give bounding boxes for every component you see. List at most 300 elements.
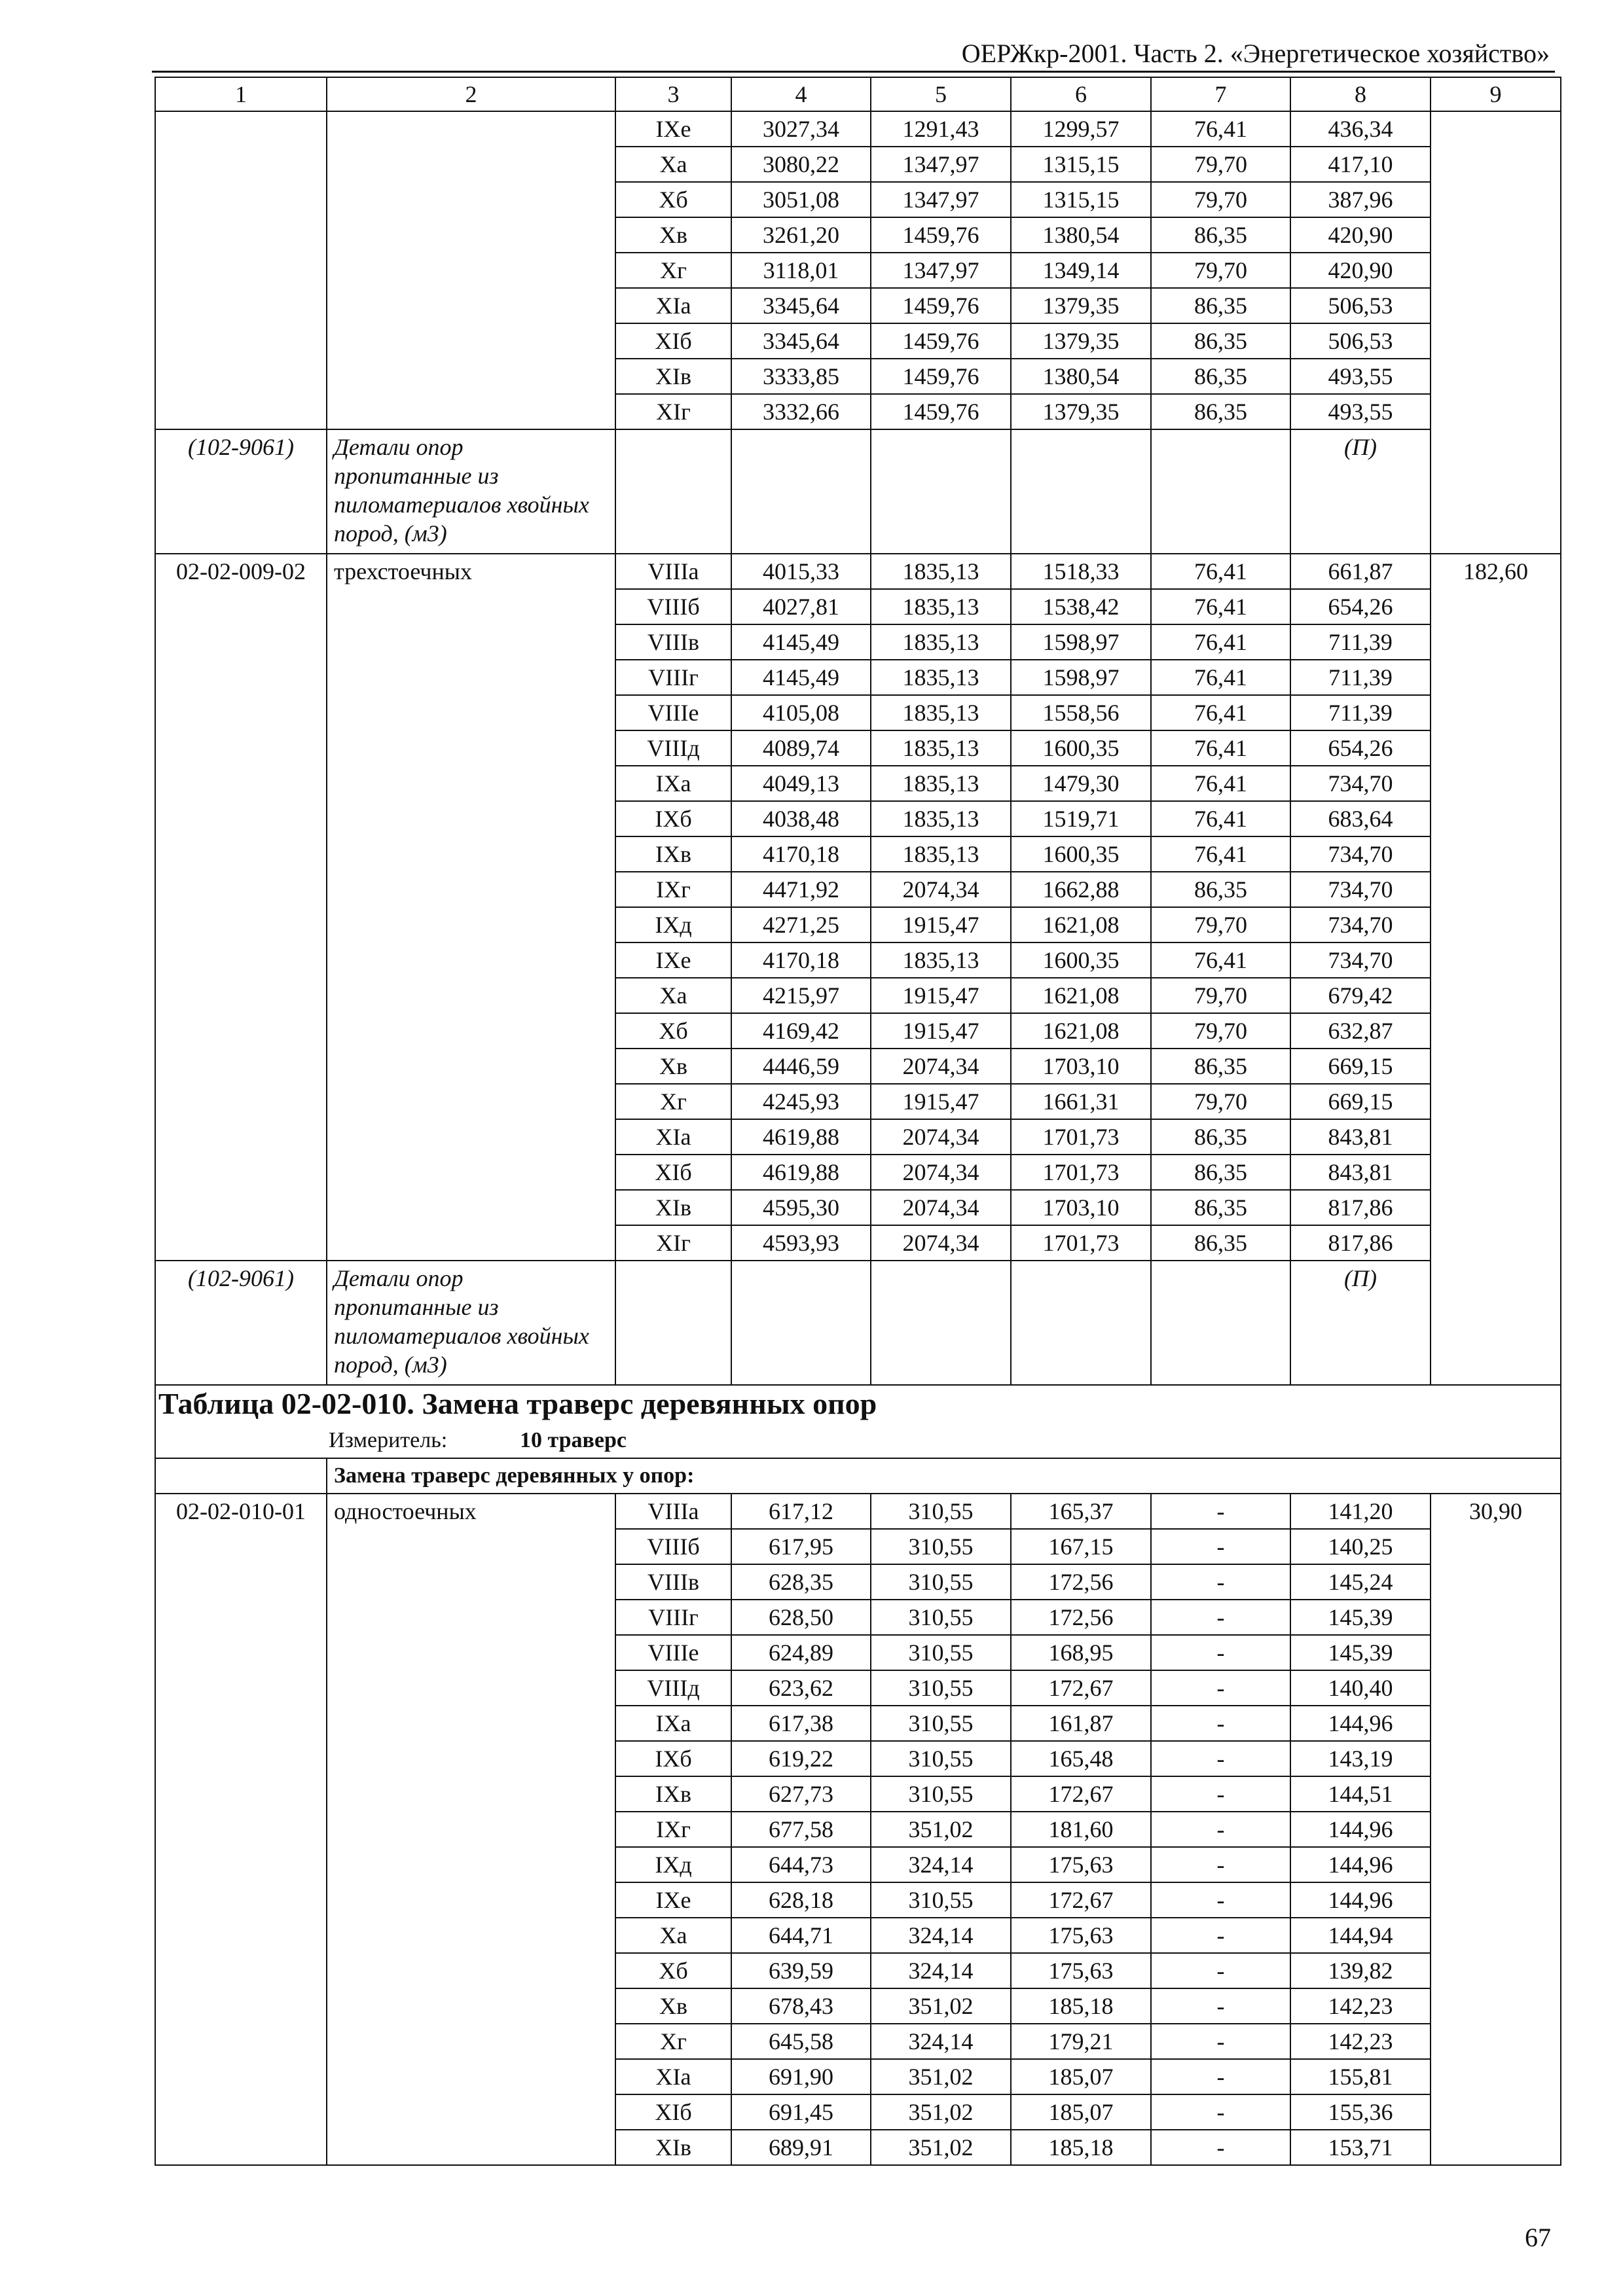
cell-col-3: VIIIа: [615, 554, 731, 589]
cell-col-7: -: [1151, 1741, 1290, 1776]
cell-col-8: 843,81: [1290, 1155, 1431, 1190]
cell-col-5: 2074,34: [871, 1190, 1011, 1225]
resource-code: (102-9061): [155, 429, 327, 554]
cell-col-4: 4170,18: [731, 836, 871, 872]
cell-col-3: Xв: [615, 217, 731, 253]
cell-col-1: [155, 1458, 327, 1494]
cell-col-5: 310,55: [871, 1600, 1011, 1635]
cell-col-8: 734,70: [1290, 872, 1431, 907]
cell-col-7: 79,70: [1151, 978, 1290, 1013]
cell-col-7: -: [1151, 1564, 1290, 1600]
cell-col-6: 1600,35: [1011, 942, 1151, 978]
cell-col-8: 843,81: [1290, 1119, 1431, 1155]
cell-col-3: XIв: [615, 2130, 731, 2165]
cell-col-8: 654,26: [1290, 730, 1431, 766]
cell-col-6: 167,15: [1011, 1529, 1151, 1564]
cell-col-5: 1915,47: [871, 1013, 1011, 1049]
price-table: [155, 77, 1561, 2166]
cell-col-7: -: [1151, 1812, 1290, 1847]
cell-col-6: 1380,54: [1011, 217, 1151, 253]
cell-col-5: 1835,13: [871, 730, 1011, 766]
cell-col-7: 76,41: [1151, 589, 1290, 624]
cell-col-6: 1315,15: [1011, 182, 1151, 217]
column-number: 6: [1011, 77, 1151, 111]
cell-col-5: 1835,13: [871, 801, 1011, 836]
cell-col-3: IXг: [615, 1812, 731, 1847]
cell-col-6: 1379,35: [1011, 323, 1151, 359]
name-cell-continued: [327, 111, 615, 429]
cell-col-8: 417,10: [1290, 147, 1431, 182]
cell-col-5: 1835,13: [871, 589, 1011, 624]
cell-col-6: 185,18: [1011, 2130, 1151, 2165]
cell-col-8: 669,15: [1290, 1049, 1431, 1084]
cell-col-7: 76,41: [1151, 801, 1290, 836]
cell-col-7: 86,35: [1151, 288, 1290, 323]
cell-col-6: 1518,33: [1011, 554, 1151, 589]
cell-col-4: 3345,64: [731, 323, 871, 359]
cell-col-8: 669,15: [1290, 1084, 1431, 1119]
cell-col-4: 4619,88: [731, 1119, 871, 1155]
cell-col-7: 79,70: [1151, 147, 1290, 182]
cell-col-5: 310,55: [871, 1635, 1011, 1670]
cell-col-3: IXд: [615, 1847, 731, 1882]
cell-col-6: 185,18: [1011, 1988, 1151, 2024]
cell-col-3: Xб: [615, 1953, 731, 1988]
cell-col-3: IXе: [615, 942, 731, 978]
cell-col-3: [615, 1261, 731, 1385]
cell-col-5: 1835,13: [871, 660, 1011, 695]
column-number: 7: [1151, 77, 1290, 111]
cell-col-6: 175,63: [1011, 1918, 1151, 1953]
cell-col-5: 1459,76: [871, 359, 1011, 394]
cell-col-6: 1621,08: [1011, 978, 1151, 1013]
cell-col-4: 628,18: [731, 1882, 871, 1918]
cell-col-3: Xб: [615, 1013, 731, 1049]
cell-col-9: 182,60: [1431, 554, 1561, 1385]
resource-description-line: пород, (м3): [334, 1352, 447, 1378]
cell-col-3: Xа: [615, 1918, 731, 1953]
item-name: одностоечных: [327, 1494, 615, 2165]
cell-col-8: 141,20: [1290, 1494, 1431, 1529]
cell-col-7: -: [1151, 1529, 1290, 1564]
resource-description: [327, 429, 615, 554]
cell-col-7: -: [1151, 1953, 1290, 1988]
cell-col-4: 644,73: [731, 1847, 871, 1882]
cell-col-4: 3051,08: [731, 182, 871, 217]
cell-col-8: 493,55: [1290, 359, 1431, 394]
cell-col-7: 76,41: [1151, 695, 1290, 730]
cell-col-7: 76,41: [1151, 111, 1290, 147]
cell-col-4: 3345,64: [731, 288, 871, 323]
cell-col-4: 4245,93: [731, 1084, 871, 1119]
cell-col-5: 324,14: [871, 2024, 1011, 2059]
column-number: 5: [871, 77, 1011, 111]
cell-col-6: 1701,73: [1011, 1225, 1151, 1261]
cell-col-8: 734,70: [1290, 907, 1431, 942]
cell-col-6: 175,63: [1011, 1953, 1151, 1988]
cell-col-4: 4169,42: [731, 1013, 871, 1049]
cell-col-7: 86,35: [1151, 1155, 1290, 1190]
code-cell-continued: [155, 111, 327, 429]
cell-col-5: 2074,34: [871, 1225, 1011, 1261]
cell-col-4: 619,22: [731, 1741, 871, 1776]
cell-col-7: 79,70: [1151, 253, 1290, 288]
resource-description-line: пород, (м3): [334, 520, 447, 547]
cell-col-4: 645,58: [731, 2024, 871, 2059]
cell-col-6: 172,56: [1011, 1600, 1151, 1635]
cell-col-6: 1701,73: [1011, 1155, 1151, 1190]
cell-col-3: XIб: [615, 323, 731, 359]
cell-col-3: IXб: [615, 801, 731, 836]
cell-col-7: [1151, 1261, 1290, 1385]
cell-col-4: 4049,13: [731, 766, 871, 801]
cell-col-5: 351,02: [871, 1988, 1011, 2024]
cell-col-5: 310,55: [871, 1776, 1011, 1812]
cell-col-4: 4038,48: [731, 801, 871, 836]
cell-col-8: 711,39: [1290, 695, 1431, 730]
cell-col-7: 86,35: [1151, 1225, 1290, 1261]
cell-col-3: IXе: [615, 111, 731, 147]
cell-col-4: 4145,49: [731, 624, 871, 660]
cell-col-6: 1349,14: [1011, 253, 1151, 288]
cell-col-7: 86,35: [1151, 359, 1290, 394]
cell-col-8: 144,96: [1290, 1706, 1431, 1741]
subheading: Замена траверс деревянных у опор:: [327, 1458, 1561, 1494]
cell-col-5: 1915,47: [871, 907, 1011, 942]
table-title: Таблица 02-02-010. Замена траверс деревянных опор: [155, 1385, 1561, 1422]
cell-col-7: 79,70: [1151, 1084, 1290, 1119]
cell-col-6: 172,67: [1011, 1670, 1151, 1706]
cell-col-7: 86,35: [1151, 872, 1290, 907]
cell-col-7: 76,41: [1151, 624, 1290, 660]
cell-col-8: 817,86: [1290, 1225, 1431, 1261]
cell-col-4: 623,62: [731, 1670, 871, 1706]
table-row: [155, 554, 1561, 589]
cell-col-8: 144,96: [1290, 1812, 1431, 1847]
page-number: 67: [1525, 2223, 1551, 2252]
cell-col-4: 678,43: [731, 1988, 871, 2024]
cell-col-5: 351,02: [871, 2094, 1011, 2130]
cell-col-3: VIIIе: [615, 695, 731, 730]
cell-col-3: IXб: [615, 1741, 731, 1776]
item-name: трехстоечных: [327, 554, 615, 1261]
cell-col-3: Xг: [615, 253, 731, 288]
subheading-row: [155, 1458, 1561, 1494]
cell-col-7: -: [1151, 1706, 1290, 1741]
cell-col-4: 4271,25: [731, 907, 871, 942]
cell-col-6: 185,07: [1011, 2094, 1151, 2130]
cell-col-5: 1835,13: [871, 836, 1011, 872]
resource-description-line: Детали опор: [334, 1265, 464, 1291]
cell-col-3: VIIIг: [615, 1600, 731, 1635]
column-number: 8: [1290, 77, 1431, 111]
cell-col-5: 1347,97: [871, 182, 1011, 217]
resource-description-line: пропитанные из: [334, 1294, 499, 1320]
cell-col-6: 1479,30: [1011, 766, 1151, 801]
cell-col-5: 1459,76: [871, 323, 1011, 359]
cell-col-3: Xб: [615, 182, 731, 217]
item-code: 02-02-010-01: [155, 1494, 327, 2165]
cell-col-7: -: [1151, 1670, 1290, 1706]
cell-col-4: 4015,33: [731, 554, 871, 589]
cell-col-3: IXе: [615, 1882, 731, 1918]
cell-col-6: [1011, 1261, 1151, 1385]
cell-col-8: 143,19: [1290, 1741, 1431, 1776]
cell-col-6: 179,21: [1011, 2024, 1151, 2059]
cell-col-6: 181,60: [1011, 1812, 1151, 1847]
cell-col-7: -: [1151, 1776, 1290, 1812]
cell-col-4: [731, 429, 871, 554]
cell-col-8: 734,70: [1290, 836, 1431, 872]
cell-col-8: 436,34: [1290, 111, 1431, 147]
cell-col-5: 351,02: [871, 2059, 1011, 2094]
cell-col-4: 644,71: [731, 1918, 871, 1953]
cell-col-3: VIIIе: [615, 1635, 731, 1670]
cell-col-5: 310,55: [871, 1882, 1011, 1918]
cell-col-8: 142,23: [1290, 1988, 1431, 2024]
cell-col-7: -: [1151, 2059, 1290, 2094]
cell-col-7: 86,35: [1151, 1049, 1290, 1084]
cell-col-5: [871, 1261, 1011, 1385]
running-header: ОЕРЖкр-2001. Часть 2. «Энергетическое хозяйство»: [961, 39, 1550, 68]
cell-col-6: 1558,56: [1011, 695, 1151, 730]
cell-col-4: 628,35: [731, 1564, 871, 1600]
cell-col-5: 1291,43: [871, 111, 1011, 147]
meter-row: [155, 1422, 1561, 1458]
cell-col-6: 1600,35: [1011, 836, 1151, 872]
cell-col-7: 76,41: [1151, 766, 1290, 801]
cell-col-3: VIIIд: [615, 730, 731, 766]
cell-col-5: 310,55: [871, 1741, 1011, 1776]
cell-col-6: 185,07: [1011, 2059, 1151, 2094]
cell-col-5: 1835,13: [871, 942, 1011, 978]
cell-col-4: [731, 1261, 871, 1385]
resource-description: [327, 1261, 615, 1385]
cell-col-8: 654,26: [1290, 589, 1431, 624]
cell-col-4: 4089,74: [731, 730, 871, 766]
cell-col-3: IXа: [615, 1706, 731, 1741]
cell-col-7: 76,41: [1151, 730, 1290, 766]
cell-col-4: 4619,88: [731, 1155, 871, 1190]
cell-col-6: 172,67: [1011, 1882, 1151, 1918]
cell-col-5: 2074,34: [871, 1155, 1011, 1190]
cell-col-8: 420,90: [1290, 217, 1431, 253]
cell-col-8: 711,39: [1290, 624, 1431, 660]
cell-col-3: IXг: [615, 872, 731, 907]
cell-col-6: 172,67: [1011, 1776, 1151, 1812]
cell-col-8: 817,86: [1290, 1190, 1431, 1225]
cell-col-5: 324,14: [871, 1918, 1011, 1953]
cell-col-4: 3332,66: [731, 394, 871, 429]
cell-col-5: 1915,47: [871, 978, 1011, 1013]
table-row: [155, 1494, 1561, 1529]
cell-col-4: 4027,81: [731, 589, 871, 624]
item-code: 02-02-009-02: [155, 554, 327, 1261]
cell-col-8: 734,70: [1290, 766, 1431, 801]
cell-col-5: 351,02: [871, 2130, 1011, 2165]
cell-col-7: 86,35: [1151, 217, 1290, 253]
cell-col-4: 628,50: [731, 1600, 871, 1635]
column-number: 9: [1431, 77, 1561, 111]
cell-col-7: -: [1151, 2130, 1290, 2165]
cell-col-8: 145,24: [1290, 1564, 1431, 1600]
cell-col-3: IXа: [615, 766, 731, 801]
column-number: 2: [327, 77, 615, 111]
cell-col-6: 1661,31: [1011, 1084, 1151, 1119]
cell-col-8: 506,53: [1290, 323, 1431, 359]
cell-col-7: -: [1151, 1988, 1290, 2024]
cell-col-6: 165,37: [1011, 1494, 1151, 1529]
cell-col-4: 3333,85: [731, 359, 871, 394]
cell-col-3: XIб: [615, 1155, 731, 1190]
cell-col-4: 639,59: [731, 1953, 871, 1988]
cell-col-7: [1151, 429, 1290, 554]
cell-col-8: 661,87: [1290, 554, 1431, 589]
cell-col-7: 86,35: [1151, 394, 1290, 429]
cell-col-8: 144,96: [1290, 1847, 1431, 1882]
cell-col-7: -: [1151, 1882, 1290, 1918]
cell-col-5: 1835,13: [871, 624, 1011, 660]
cell-col-4: 4471,92: [731, 872, 871, 907]
cell-col-5: 310,55: [871, 1670, 1011, 1706]
cell-col-5: 1835,13: [871, 695, 1011, 730]
cell-col-8: 144,51: [1290, 1776, 1431, 1812]
cell-col-6: 1703,10: [1011, 1190, 1151, 1225]
cell-col-5: 2074,34: [871, 872, 1011, 907]
cell-col-5: 2074,34: [871, 1119, 1011, 1155]
cell-col-6: 1703,10: [1011, 1049, 1151, 1084]
cell-col-7: 76,41: [1151, 660, 1290, 695]
cell-col-3: XIа: [615, 1119, 731, 1155]
cell-col-6: 1621,08: [1011, 1013, 1151, 1049]
cell-col-4: 677,58: [731, 1812, 871, 1847]
cell-col-4: 3118,01: [731, 253, 871, 288]
cell-col-3: XIа: [615, 288, 731, 323]
cell-col-6: 161,87: [1011, 1706, 1151, 1741]
cell-col-6: [1011, 429, 1151, 554]
cell-col-6: 165,48: [1011, 1741, 1151, 1776]
cell-col-3: IXв: [615, 1776, 731, 1812]
cell-col-3: VIIIб: [615, 1529, 731, 1564]
header-rule: [152, 71, 1555, 73]
cell-col-8: 734,70: [1290, 942, 1431, 978]
cell-col-6: 1379,35: [1011, 288, 1151, 323]
table-title-row: [155, 1385, 1561, 1422]
resource-row: [155, 1261, 1561, 1385]
cell-col-3: VIIIб: [615, 589, 731, 624]
cell-col-6: 1299,57: [1011, 111, 1151, 147]
cell-col-7: -: [1151, 1600, 1290, 1635]
resource-code: (102-9061): [155, 1261, 327, 1385]
cell-col-6: 1598,97: [1011, 660, 1151, 695]
cell-col-3: Xв: [615, 1988, 731, 2024]
cell-col-8: 493,55: [1290, 394, 1431, 429]
cell-col-4: 3080,22: [731, 147, 871, 182]
cell-col-3: Xв: [615, 1049, 731, 1084]
cell-col-3: [615, 429, 731, 554]
cell-col-4: 624,89: [731, 1635, 871, 1670]
cell-col-3: Xг: [615, 2024, 731, 2059]
cell-col-8: 153,71: [1290, 2130, 1431, 2165]
cell-col-5: 1459,76: [871, 394, 1011, 429]
cell-col-3: XIг: [615, 394, 731, 429]
cell-col-7: 79,70: [1151, 182, 1290, 217]
resource-description-line: пиломатериалов хвойных: [334, 1323, 589, 1349]
cell-col-5: 1347,97: [871, 253, 1011, 288]
cell-col-6: 168,95: [1011, 1635, 1151, 1670]
cell-col-7: 86,35: [1151, 323, 1290, 359]
cell-col-4: 691,45: [731, 2094, 871, 2130]
cell-col-3: Xа: [615, 978, 731, 1013]
cell-col-8: 145,39: [1290, 1635, 1431, 1670]
cell-col-4: 627,73: [731, 1776, 871, 1812]
cell-col-4: 617,95: [731, 1529, 871, 1564]
cell-col-7: 79,70: [1151, 907, 1290, 942]
cell-col-3: VIIIг: [615, 660, 731, 695]
cell-col-4: 4145,49: [731, 660, 871, 695]
cell-col-3: XIв: [615, 359, 731, 394]
cell-col-8: 144,96: [1290, 1882, 1431, 1918]
cell-col-5: 310,55: [871, 1706, 1011, 1741]
cell-col-3: XIг: [615, 1225, 731, 1261]
cell-col-8: 506,53: [1290, 288, 1431, 323]
cell-col-9: [1431, 111, 1561, 554]
cell-col-6: 1621,08: [1011, 907, 1151, 942]
resource-description-line: Детали опор: [334, 434, 464, 460]
cell-col-3: Xг: [615, 1084, 731, 1119]
cell-col-7: -: [1151, 1918, 1290, 1953]
cell-col-5: [871, 429, 1011, 554]
cell-col-4: 4170,18: [731, 942, 871, 978]
cell-col-3: VIIIв: [615, 624, 731, 660]
cell-col-5: 310,55: [871, 1529, 1011, 1564]
cell-col-8: 711,39: [1290, 660, 1431, 695]
cell-col-6: 175,63: [1011, 1847, 1151, 1882]
cell-col-6: 1380,54: [1011, 359, 1151, 394]
cell-col-7: -: [1151, 1847, 1290, 1882]
cell-col-6: 172,56: [1011, 1564, 1151, 1600]
cell-col-5: 1835,13: [871, 766, 1011, 801]
cell-col-5: 310,55: [871, 1564, 1011, 1600]
cell-col-4: 4595,30: [731, 1190, 871, 1225]
cell-col-8: 155,36: [1290, 2094, 1431, 2130]
cell-col-6: 1538,42: [1011, 589, 1151, 624]
cell-col-3: XIб: [615, 2094, 731, 2130]
cell-col-8: 683,64: [1290, 801, 1431, 836]
cell-col-8: 142,23: [1290, 2024, 1431, 2059]
cell-col-8: 140,25: [1290, 1529, 1431, 1564]
cell-col-8: 632,87: [1290, 1013, 1431, 1049]
column-number: 4: [731, 77, 871, 111]
cell-col-8: 679,42: [1290, 978, 1431, 1013]
cell-col-4: 4446,59: [731, 1049, 871, 1084]
cell-col-7: 79,70: [1151, 1013, 1290, 1049]
column-numbers-row: [155, 77, 1561, 111]
cell-col-8: 140,40: [1290, 1670, 1431, 1706]
cell-col-6: 1519,71: [1011, 801, 1151, 836]
cell-col-9: 30,90: [1431, 1494, 1561, 2165]
cell-col-3: IXв: [615, 836, 731, 872]
resource-mark: (П): [1290, 429, 1431, 554]
cell-col-7: -: [1151, 2094, 1290, 2130]
cell-col-8: 155,81: [1290, 2059, 1431, 2094]
cell-col-4: 4215,97: [731, 978, 871, 1013]
cell-col-4: 617,38: [731, 1706, 871, 1741]
cell-col-5: 2074,34: [871, 1049, 1011, 1084]
cell-col-4: 3261,20: [731, 217, 871, 253]
column-number: 1: [155, 77, 327, 111]
cell-col-5: 324,14: [871, 1847, 1011, 1882]
